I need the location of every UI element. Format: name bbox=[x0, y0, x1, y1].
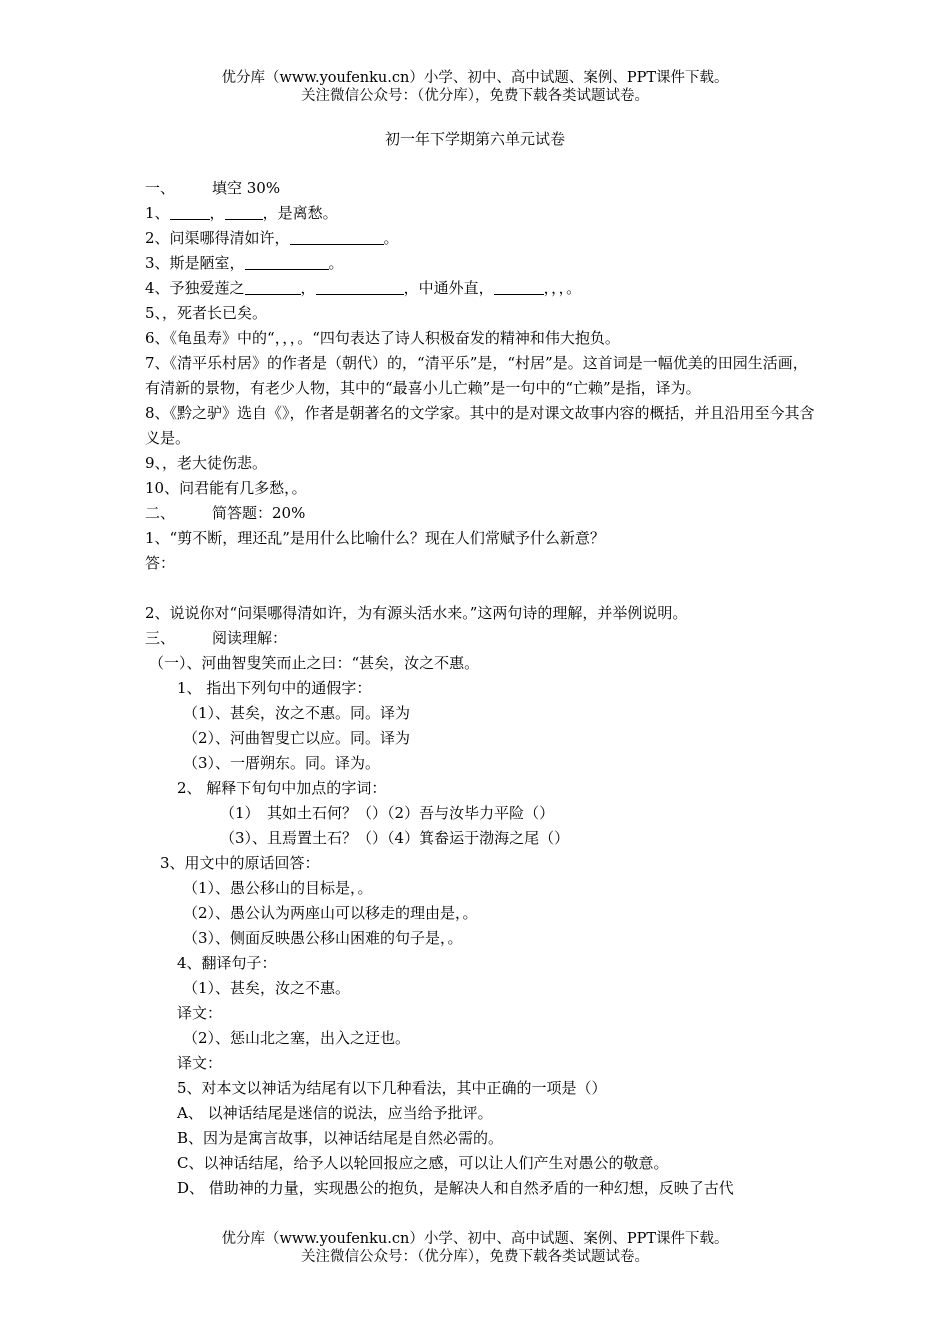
section-1-heading: 一、 填空 30% bbox=[145, 179, 281, 197]
question-1-3: 3、斯是陋室， 。 bbox=[145, 254, 344, 272]
question-1-1: 1、 ， ，是离愁。 bbox=[145, 204, 338, 222]
question-3-3-2: （2）、愚公认为两座山可以移走的理由是，。 bbox=[183, 904, 478, 922]
question-3-5: 5、对本文以神话为结尾有以下几种看法，其中正确的一项是（） bbox=[177, 1079, 607, 1097]
question-1-9: 9、，老大徒伤悲。 bbox=[145, 454, 268, 472]
question-1-6: 6、《龟虽寿》中的“，，，。“四句表达了诗人积极奋发的精神和伟大抱负。 bbox=[145, 329, 620, 347]
option-d: D、 借助神的力量，实现愚公的抱负，是解决人和自然矛盾的一种幻想，反映了古代 bbox=[177, 1179, 734, 1197]
question-3-2-1: （1） 其如土石何？（）（2）吾与汝毕力平险（） bbox=[220, 804, 555, 822]
question-3-3-3: （3）、侧面反映愚公移山困难的句子是，。 bbox=[183, 929, 463, 947]
answer-blank[interactable] bbox=[245, 254, 329, 270]
question-3-4-1: （1）、甚矣，汝之不惠。 bbox=[183, 979, 351, 997]
question-3-1: 1、 指出下列句中的通假字： bbox=[177, 679, 372, 697]
question-3-3-1: （1）、愚公移山的目标是，。 bbox=[183, 879, 373, 897]
question-1-2: 2、问渠哪得清如许， 。 bbox=[145, 229, 399, 247]
answer-blank[interactable] bbox=[494, 279, 544, 295]
option-b: B、因为是寓言故事，以神话结尾是自然必需的。 bbox=[177, 1129, 504, 1147]
page-title: 初一年下学期第六单元试卷 bbox=[384, 130, 565, 148]
question-3-1-1: （1）、甚矣，汝之不惠。同。译为 bbox=[183, 704, 411, 722]
exam-body bbox=[145, 176, 815, 1201]
page-header bbox=[0, 69, 950, 105]
question-3-2: 2、 解释下旬句中加点的字词： bbox=[177, 779, 387, 797]
question-3-4-2: （2）、惩山北之塞，出入之迂也。 bbox=[183, 1029, 411, 1047]
header-line-1: 优分库（www.youfenku.cn）小学、初中、高中试题、案例、PPT课件下载。 bbox=[221, 70, 729, 86]
question-2-1: 1、“剪不断，理还乱”是用什么比喻什么？现在人们常赋予什么新意？ bbox=[145, 529, 605, 547]
question-1-4: 4、予独爱莲之 ， ，中通外直， ，，，。 bbox=[145, 279, 582, 297]
translation-label: 译文： bbox=[177, 1004, 223, 1022]
option-c: C、以神话结尾，给予人以轮回报应之感，可以让人们产生对愚公的敬意。 bbox=[177, 1154, 669, 1172]
option-a: A、 以神话结尾是迷信的说法，应当给予批评。 bbox=[177, 1104, 493, 1122]
answer-blank[interactable] bbox=[225, 204, 263, 220]
question-1-8: 8、《黔之驴》选自《》，作者是朝著名的文学家。其中的是对课文故事内容的概括，并且沿用至今其含义是。 bbox=[145, 404, 815, 447]
question-3-4: 4、翻译句子： bbox=[177, 954, 277, 972]
question-3-1-3: （3）、一厝朔东。同。译为。 bbox=[183, 754, 381, 772]
question-3-3: 3、用文中的原话回答： bbox=[160, 854, 320, 872]
question-3-2-2: （3）、且焉置土石？（）（4）箕畚运于渤海之尾（） bbox=[220, 829, 570, 847]
question-2-2: 2、说说你对“问渠哪得清如许，为有源头活水来。”这两句诗的理解，并举例说明。 bbox=[145, 604, 688, 622]
header-line-2: 关注微信公众号：（优分库），免费下载各类试题试卷。 bbox=[301, 88, 649, 104]
section-3-heading: 三、 阅读理解： bbox=[145, 629, 288, 647]
answer-space[interactable] bbox=[145, 576, 815, 601]
page-footer bbox=[0, 1230, 950, 1266]
answer-blank[interactable] bbox=[316, 279, 404, 295]
answer-label: 答： bbox=[145, 554, 176, 572]
footer-line-2: 关注微信公众号：（优分库），免费下载各类试题试卷。 bbox=[301, 1249, 649, 1265]
question-3-1-2: （2）、河曲智叟亡以应。同。译为 bbox=[183, 729, 411, 747]
answer-blank[interactable] bbox=[290, 229, 384, 245]
answer-blank[interactable] bbox=[170, 204, 210, 220]
section-2-heading: 二、 简答题：20% bbox=[145, 504, 306, 522]
question-1-10: 10、问君能有几多愁，。 bbox=[145, 479, 307, 497]
translation-label: 译文： bbox=[177, 1054, 223, 1072]
question-1-7: 7、《清平乐村居》的作者是（朝代）的，“清平乐”是，“村居”是。这首词是一幅优美的田园生活画，有清新的景物，有老少人物，其中的“最喜小儿亡赖”是一句中的“亡赖”是指，译为。 bbox=[145, 354, 808, 397]
reading-passage: （一）、河曲智叟笑而止之曰：“甚矣，汝之不惠。 bbox=[149, 654, 480, 672]
answer-blank[interactable] bbox=[245, 279, 301, 295]
footer-line-1: 优分库（www.youfenku.cn）小学、初中、高中试题、案例、PPT课件下载。 bbox=[221, 1231, 729, 1247]
question-1-5: 5、，死者长已矣。 bbox=[145, 304, 268, 322]
